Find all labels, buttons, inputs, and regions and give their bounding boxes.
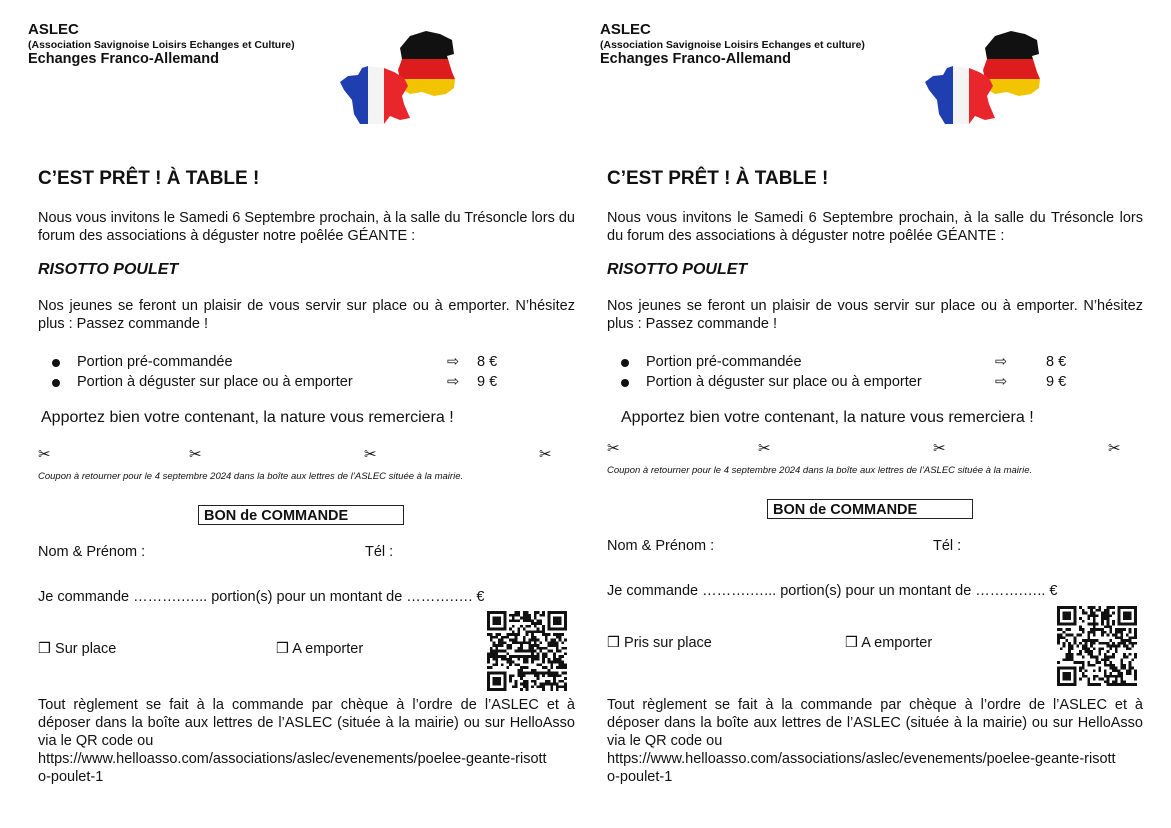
arrow-right-icon: ⇨ <box>995 354 1008 370</box>
bullet-icon <box>621 379 629 387</box>
checkbox-icon[interactable]: ❒ <box>845 635 858 651</box>
coupon-note: Coupon à retourner pour le 4 septembre 2024 dans la boîte aux lettres de l’ASLEC située à la mairie. <box>607 465 1033 476</box>
checkbox-onsite[interactable] <box>607 635 712 651</box>
scissors-icon: ✂ <box>607 440 620 457</box>
choice-label: Sur place <box>55 641 117 657</box>
option-label: Portion pré-commandée <box>646 354 802 370</box>
invitation-text: Nous vous invitons le Samedi 6 Septembre prochain, à la salle du Trésoncle lors du forum des associations à déguster notre poêlée GÉANTE : <box>38 210 575 244</box>
france-germany-flag-map <box>338 28 460 128</box>
option-label: Portion à déguster sur place ou à emporter <box>77 374 353 390</box>
option-price: 9 € <box>1046 374 1067 390</box>
checkbox-onsite[interactable] <box>38 641 116 657</box>
payment-url-continued[interactable]: o-poulet-1 <box>38 769 104 785</box>
headline: C’EST PRÊT ! À TABLE ! <box>38 168 260 189</box>
coupon-note: Coupon à retourner pour le 4 septembre 2024 dans la boîte aux lettres de l’ASLEC située à la mairie. <box>38 471 464 482</box>
france-germany-flag-map <box>923 28 1045 128</box>
checkbox-takeaway[interactable] <box>276 641 363 657</box>
scissors-icon: ✂ <box>38 446 51 463</box>
bullet-icon <box>621 359 629 367</box>
payment-url-continued[interactable]: o-poulet-1 <box>607 769 673 785</box>
checkbox-takeaway[interactable] <box>845 635 932 651</box>
scissors-icon: ✂ <box>189 446 202 463</box>
name-field-label[interactable]: Nom & Prénom : <box>38 544 146 560</box>
reminder-text: Apportez bien votre contenant, la nature vous remerciera ! <box>621 409 1034 426</box>
payment-text: Tout règlement se fait à la commande par chèque à l’ordre de l’ASLEC et à déposer dans la boîte aux lettres de l’ASLEC (située à la mairie) ou sur HelloAsso via le QR code ou https://www.helloasso.com/associations/aslec/evenements/poelee-geante-risott o-poulet-1 <box>607 697 1143 785</box>
flyer-left <box>0 0 575 828</box>
option-price: 8 € <box>477 354 498 370</box>
org-subtitle: Echanges Franco-Allemand <box>28 51 219 67</box>
scissors-icon: ✂ <box>933 440 946 457</box>
checkbox-icon[interactable]: ❒ <box>38 641 51 657</box>
service-text: Nos jeunes se feront un plaisir de vous servir sur place ou à emporter. N’hésitez plus : Passez commande ! <box>607 298 1143 332</box>
name-field-label[interactable]: Nom & Prénom : <box>607 538 715 554</box>
dish-name: RISOTTO POULET <box>38 261 179 278</box>
option-price: 9 € <box>477 374 498 390</box>
scissors-icon: ✂ <box>539 446 552 463</box>
bullet-icon <box>52 379 60 387</box>
phone-field-label[interactable]: Tél : <box>933 538 962 554</box>
org-subtitle: Echanges Franco-Allemand <box>600 51 791 67</box>
option-price: 8 € <box>1046 354 1067 370</box>
arrow-right-icon: ⇨ <box>447 374 460 390</box>
arrow-right-icon: ⇨ <box>995 374 1008 390</box>
order-form-title: BON de COMMANDE <box>767 499 973 519</box>
org-full-name: (Association Savignoise Loisirs Echanges et Culture) <box>28 39 295 51</box>
order-form-title: BON de COMMANDE <box>198 505 404 525</box>
order-quantity-line[interactable]: Je commande ……….…... portion(s) pour un montant de ……….…. € <box>38 589 485 605</box>
org-name: ASLEC <box>600 21 651 38</box>
qr-code-icon[interactable] <box>487 611 567 691</box>
headline: C’EST PRÊT ! À TABLE ! <box>607 168 829 189</box>
service-text: Nos jeunes se feront un plaisir de vous servir sur place ou à emporter. N’hésitez plus : Passez commande ! <box>38 298 575 332</box>
order-quantity-line[interactable]: Je commande ……….…... portion(s) pour un montant de ……….….. € <box>607 583 1058 599</box>
phone-field-label[interactable]: Tél : <box>365 544 394 560</box>
invitation-text: Nous vous invitons le Samedi 6 Septembre prochain, à la salle du Trésoncle lors du forum des associations à déguster notre poêlée GÉANTE : <box>607 210 1143 244</box>
checkbox-icon[interactable]: ❒ <box>607 635 620 651</box>
choice-label: A emporter <box>292 641 364 657</box>
org-full-name: (Association Savignoise Loisirs Echanges et culture) <box>600 39 865 51</box>
checkbox-icon[interactable]: ❒ <box>276 641 289 657</box>
arrow-right-icon: ⇨ <box>447 354 460 370</box>
org-name: ASLEC <box>28 21 79 38</box>
scissors-icon: ✂ <box>1108 440 1121 457</box>
qr-code-icon[interactable] <box>1057 606 1137 686</box>
choice-label: Pris sur place <box>624 635 712 651</box>
option-label: Portion pré-commandée <box>77 354 233 370</box>
payment-url[interactable]: https://www.helloasso.com/associations/aslec/evenements/poelee-geante-risott <box>607 751 1116 767</box>
option-label: Portion à déguster sur place ou à emporter <box>646 374 922 390</box>
payment-url[interactable]: https://www.helloasso.com/associations/aslec/evenements/poelee-geante-risott <box>38 751 547 767</box>
choice-label: A emporter <box>861 635 933 651</box>
reminder-text: Apportez bien votre contenant, la nature vous remerciera ! <box>41 409 454 426</box>
dish-name: RISOTTO POULET <box>607 261 748 278</box>
flyer-right <box>569 0 1143 828</box>
bullet-icon <box>52 359 60 367</box>
payment-text: Tout règlement se fait à la commande par chèque à l’ordre de l’ASLEC et à déposer dans la boîte aux lettres de l’ASLEC (située à la mairie) ou sur HelloAsso via le QR code ou https://www.helloasso.com/associations/aslec/evenements/poelee-geante-risott o-poulet-1 <box>38 697 575 785</box>
scissors-icon: ✂ <box>758 440 771 457</box>
scissors-icon: ✂ <box>364 446 377 463</box>
